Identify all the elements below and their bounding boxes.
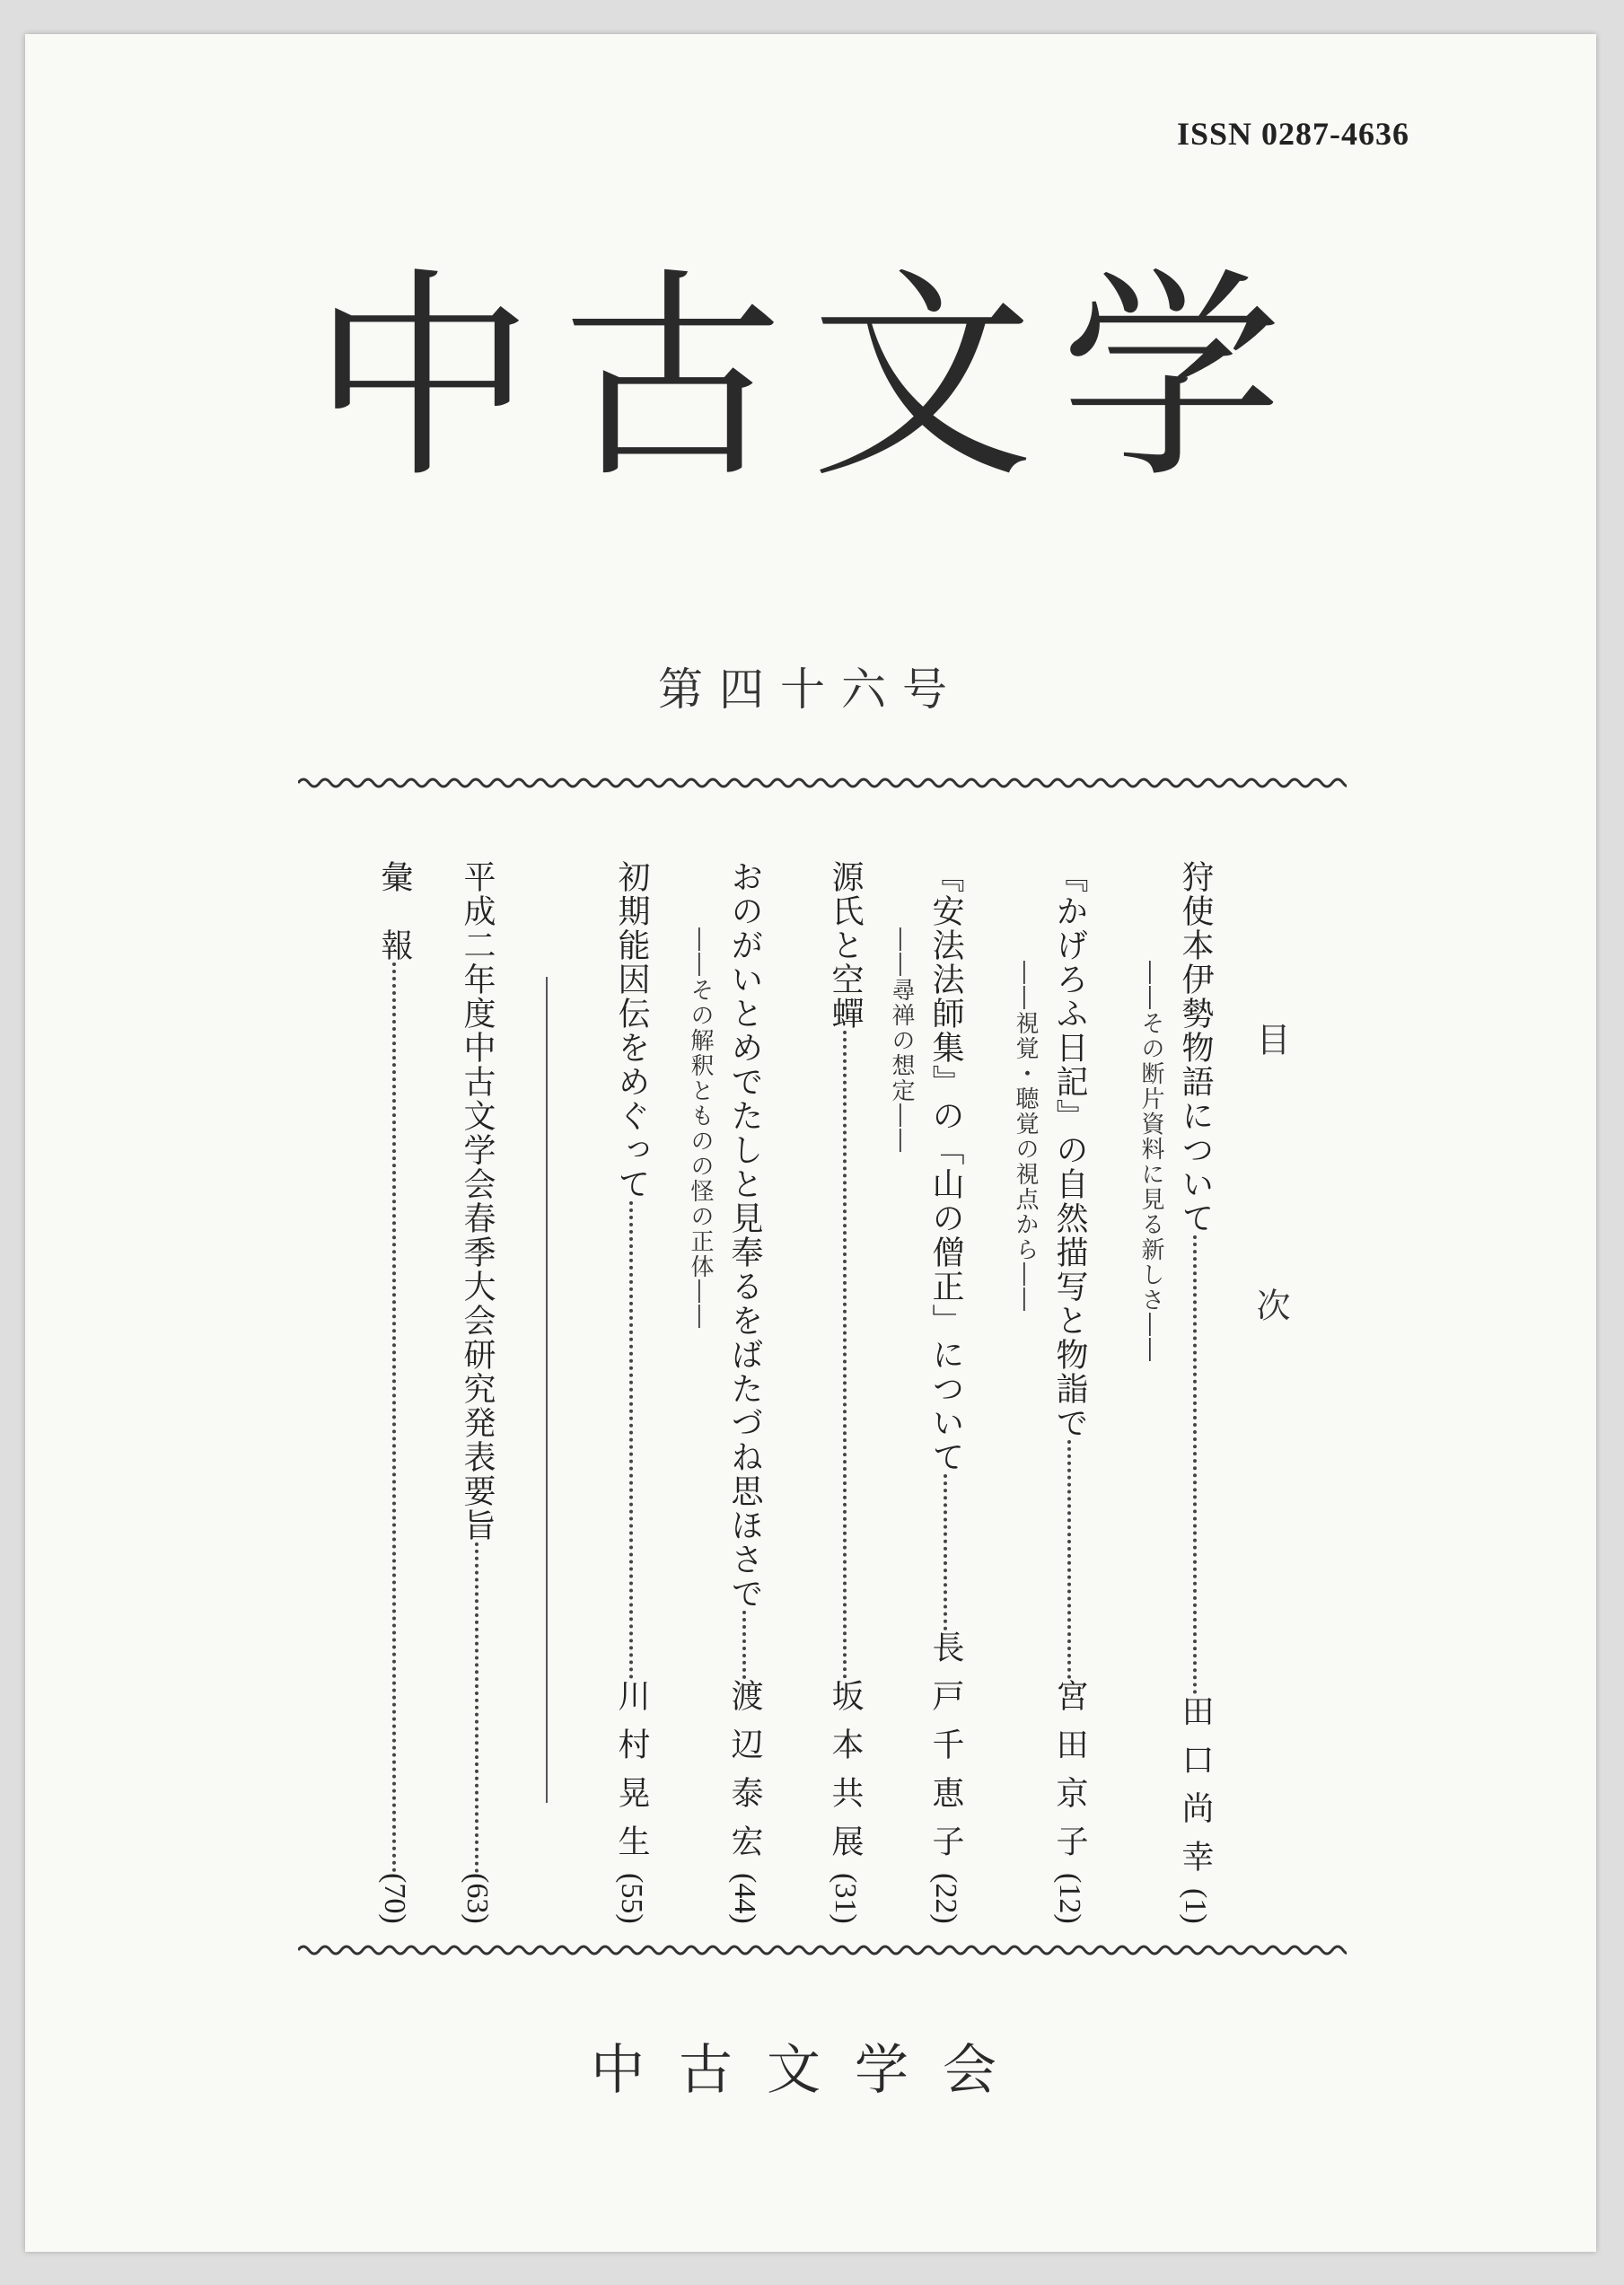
issue-number: 第四十六号 <box>658 664 963 716</box>
entry-title: 源氏と空蟬 <box>827 860 864 1031</box>
toc-entry <box>610 860 652 1924</box>
entry-author: 田口尚幸 <box>1177 1694 1214 1889</box>
wavy-divider-bottom <box>298 1941 1347 1959</box>
dot-leader <box>1193 1235 1197 1694</box>
toc-entry <box>1049 860 1090 1924</box>
entry-page: (55) <box>615 1873 648 1924</box>
wavy-divider-top <box>298 774 1347 792</box>
toc-entry <box>724 860 765 1924</box>
toc-heading: 目 次 <box>1251 1022 1290 1420</box>
entry-title: 狩使本伊勢物語について <box>1177 860 1214 1235</box>
toc-entry <box>1174 860 1216 1924</box>
entry-author: 坂本共展 <box>827 1679 864 1874</box>
entry-subtitle: ――尋禅の想定―― <box>888 927 915 1154</box>
publisher-name: 中古文学会 <box>591 2039 1031 2102</box>
dot-leader <box>475 1542 478 1873</box>
entry-page: (31) <box>829 1873 862 1924</box>
entry-title: 『安法法師集』の「山の僧正」について <box>927 860 964 1474</box>
dot-leader <box>1067 1440 1071 1679</box>
entry-page: (1) <box>1179 1888 1212 1924</box>
toc-entry <box>373 860 415 1924</box>
entry-title: 『かげろふ日記』の自然描写と物詣で <box>1051 860 1088 1440</box>
entry-subtitle: ――視覚・聴覚の視点から―― <box>1012 961 1039 1313</box>
dot-leader <box>944 1474 947 1630</box>
entry-page: (44) <box>728 1873 761 1924</box>
entry-author: 渡辺泰宏 <box>726 1679 763 1874</box>
toc-entry <box>925 860 966 1924</box>
entry-page: (70) <box>378 1873 411 1924</box>
entry-page: (63) <box>461 1873 494 1924</box>
entry-subtitle: ――その断片資料に見る新しさ―― <box>1137 961 1164 1363</box>
journal-title: 中古文学 <box>312 250 1310 508</box>
entry-title: 彙 報 <box>376 860 413 962</box>
dot-leader <box>742 1611 746 1679</box>
entry-title: 平成二年度中古文学会春季大会研究発表要旨 <box>459 860 496 1542</box>
dot-leader <box>629 1201 633 1679</box>
dot-leader <box>392 962 396 1873</box>
entry-title: 初期能因伝をめぐって <box>613 860 650 1201</box>
entry-subtitle: ――その解釈とものの怪の正体―― <box>687 927 714 1330</box>
entry-author: 宮田京子 <box>1051 1679 1088 1874</box>
dot-leader <box>843 1031 847 1679</box>
entry-author: 川村晃生 <box>613 1679 650 1874</box>
toc-entry <box>456 860 497 1924</box>
entry-author: 長戸千恵子 <box>927 1630 964 1874</box>
toc-entry <box>824 860 865 1924</box>
entry-page: (12) <box>1053 1873 1086 1924</box>
entry-page: (22) <box>929 1873 962 1924</box>
vertical-separator-line <box>546 977 548 1803</box>
issn-number: ISSN 0287-4636 <box>1177 116 1410 152</box>
journal-cover <box>25 34 1596 2252</box>
table-of-contents <box>321 860 1327 1924</box>
entry-title: おのがいとめでたしと見奉るをばたづね思ほさで <box>726 860 763 1611</box>
